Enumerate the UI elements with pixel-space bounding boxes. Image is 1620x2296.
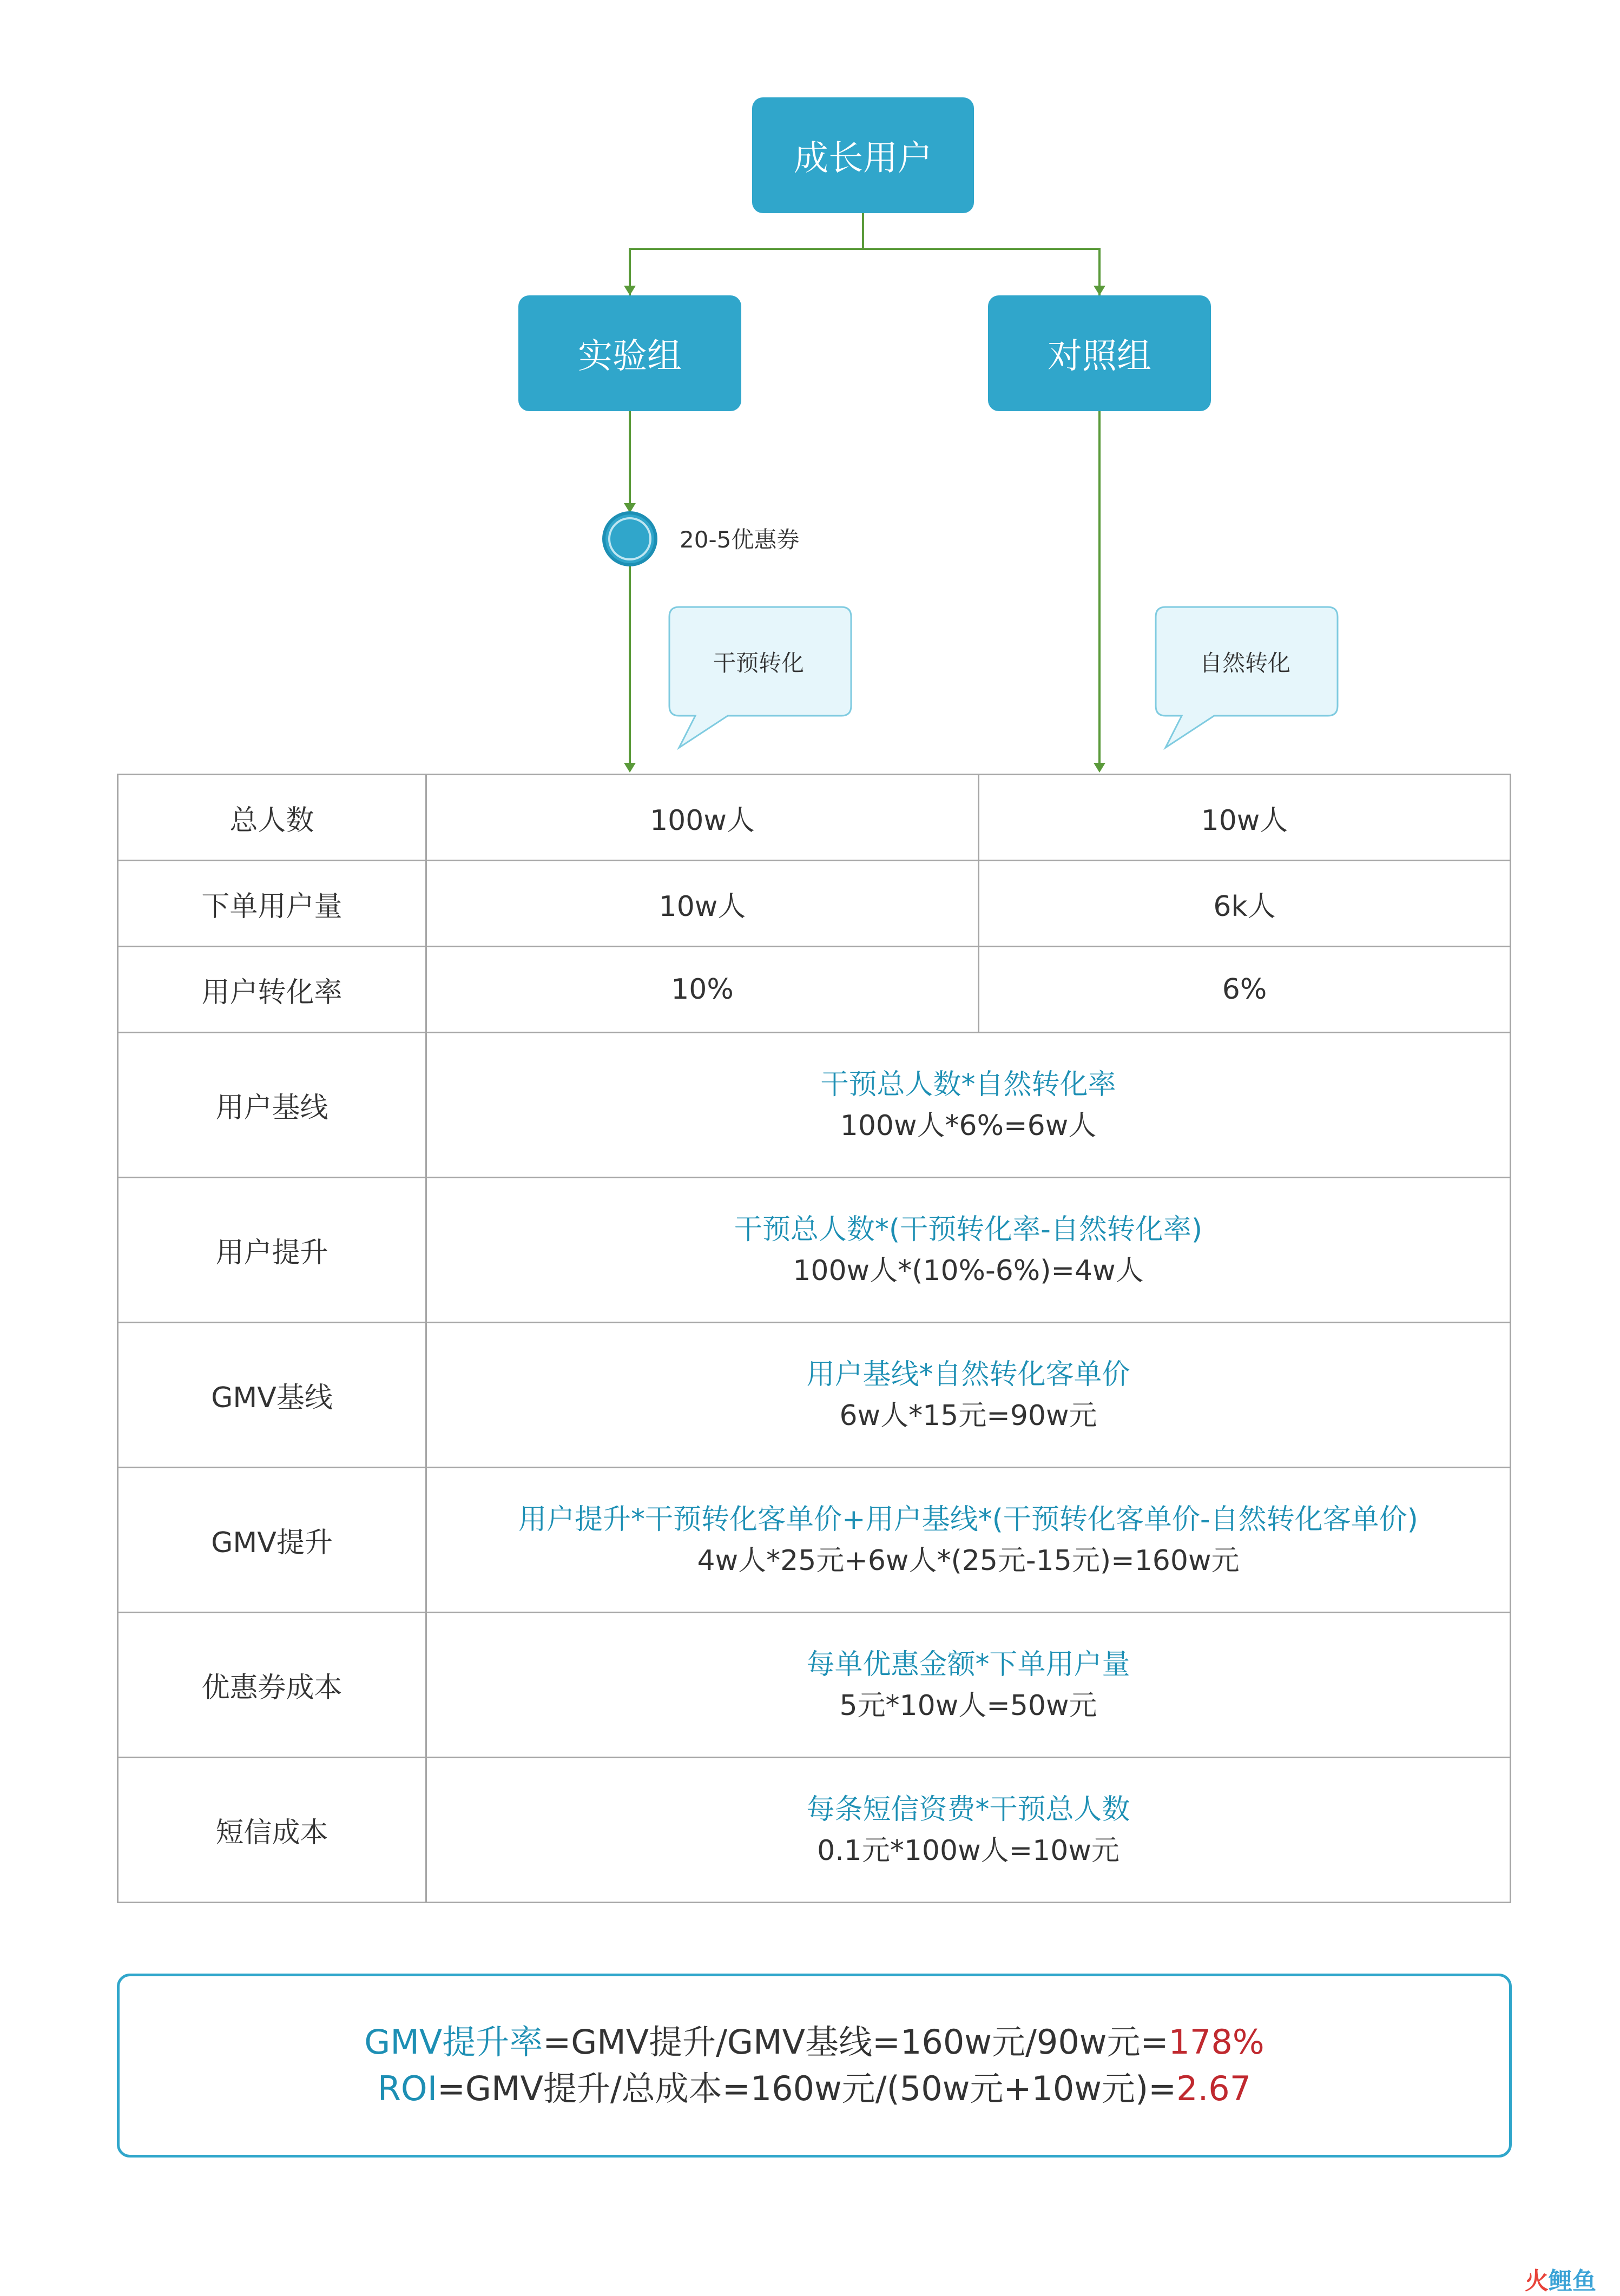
- arrow-head-table-control: [1094, 763, 1105, 773]
- calculation-text: 5元*10w人=50w元: [839, 1689, 1097, 1722]
- roi-label: ROI: [377, 2069, 437, 2108]
- experiment-value: 100w人: [426, 775, 979, 861]
- control-value: 6%: [979, 947, 1511, 1033]
- arrow-head-experiment: [624, 286, 636, 295]
- calculation-text: 100w人*6%=6w人: [840, 1109, 1097, 1142]
- table-row: [118, 1033, 1511, 1178]
- formula-text: 干预总人数*(干预转化率-自然转化率): [734, 1213, 1203, 1246]
- summary-box: [117, 1974, 1512, 2158]
- row-label: 优惠券成本: [118, 1613, 426, 1758]
- table-row: [118, 1468, 1511, 1613]
- formula-cell: [426, 1468, 1511, 1613]
- formula-cell: [426, 1323, 1511, 1468]
- gmv-lift-rate-line: [364, 2019, 1264, 2066]
- row-label: GMV提升: [118, 1468, 426, 1613]
- table-row: [118, 1178, 1511, 1323]
- row-label: 用户基线: [118, 1033, 426, 1178]
- metrics-table: [117, 774, 1511, 1903]
- bubble-experiment-text: 干预转化: [713, 650, 804, 676]
- coupon-label: 20-5优惠券: [680, 526, 800, 553]
- row-label: 短信成本: [118, 1758, 426, 1903]
- arrow-head-table-experiment: [624, 763, 636, 773]
- table-row: [118, 775, 1511, 861]
- formula-text: 用户提升*干预转化客单价+用户基线*(干预转化客单价-自然转化客单价): [518, 1503, 1418, 1536]
- coupon-node: [604, 513, 656, 565]
- table-row: [118, 1758, 1511, 1903]
- experiment-value: 10w人: [426, 861, 979, 947]
- formula-cell: [426, 1758, 1511, 1903]
- row-label: 用户转化率: [118, 947, 426, 1033]
- arrow-head-control: [1094, 286, 1105, 295]
- gmv-lift-rate-label: GMV提升率: [364, 2022, 543, 2062]
- row-label: 下单用户量: [118, 861, 426, 947]
- formula-text: 每条短信资费*干预总人数: [806, 1793, 1130, 1826]
- root-node-growth-users: 成长用户: [752, 97, 974, 213]
- control-value: 6k人: [979, 861, 1511, 947]
- formula-cell: [426, 1613, 1511, 1758]
- experiment-group-node: 实验组: [518, 295, 741, 411]
- control-value: 10w人: [979, 775, 1511, 861]
- calculation-text: 0.1元*100w人=10w元: [817, 1834, 1119, 1867]
- roi-result: 2.67: [1176, 2069, 1252, 2108]
- bubble-control-text: 自然转化: [1199, 650, 1290, 676]
- formula-text: 用户基线*自然转化客单价: [806, 1358, 1130, 1391]
- calculation-text: 100w人*(10%-6%)=4w人: [793, 1254, 1144, 1287]
- root-to-groups-connector: [630, 213, 1099, 295]
- row-label: 总人数: [118, 775, 426, 861]
- control-group-node: 对照组: [988, 295, 1211, 411]
- gmv-lift-rate-formula: =GMV提升/GMV基线=160w元/90w元=: [543, 2022, 1169, 2062]
- table-row: [118, 947, 1511, 1033]
- formula-cell: [426, 1033, 1511, 1178]
- table-row: [118, 1613, 1511, 1758]
- experiment-value: 10%: [426, 947, 979, 1033]
- calculation-text: 6w人*15元=90w元: [839, 1399, 1097, 1432]
- formula-text: 每单优惠金额*下单用户量: [806, 1648, 1130, 1681]
- formula-text: 干预总人数*自然转化率: [820, 1068, 1116, 1101]
- gmv-lift-rate-result: 178%: [1168, 2022, 1265, 2062]
- row-label: 用户提升: [118, 1178, 426, 1323]
- calculation-text: 4w人*25元+6w人*(25元-15元)=160w元: [697, 1544, 1240, 1577]
- row-label: GMV基线: [118, 1323, 426, 1468]
- roi-line: [378, 2066, 1251, 2112]
- watermark-logo: 火鲤鱼: [1525, 2267, 1596, 2295]
- table-row: [118, 1323, 1511, 1468]
- formula-cell: [426, 1178, 1511, 1323]
- table-row: [118, 861, 1511, 947]
- roi-formula: =GMV提升/总成本=160w元/(50w元+10w元)=: [437, 2069, 1177, 2108]
